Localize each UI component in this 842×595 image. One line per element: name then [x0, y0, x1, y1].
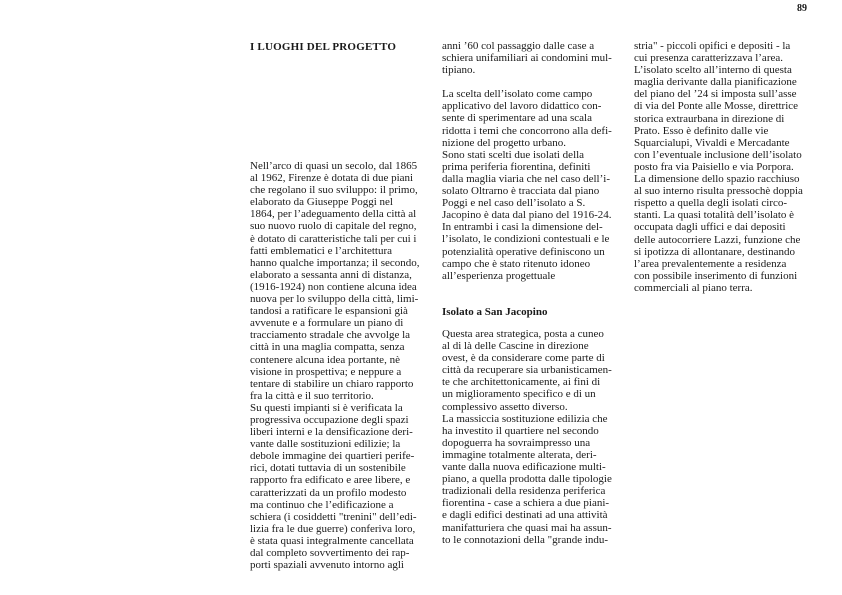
text-line: In entrambi i casi la dimensione del-	[442, 221, 603, 234]
section-heading: I LUOGHI DEL PROGETTO	[250, 41, 397, 53]
paragraph	[442, 149, 612, 282]
text-line: schiera (i cosiddetti "trenini" dell’edi-	[250, 510, 417, 523]
text-column-1	[250, 160, 418, 571]
text-line: manifatturiera che quasi mai ha assun-	[442, 521, 612, 534]
text-line: contenere alcuna idea portante, nè	[250, 353, 400, 366]
text-line: all’esperienza progettuale	[442, 269, 556, 282]
text-line: immagine totalmente alterata, deri-	[442, 448, 597, 461]
text-line: elaborato a sessanta anni di distanza,	[250, 268, 412, 281]
text-line: nizione del progetto urbano.	[442, 136, 567, 149]
text-line: L’isolato scelto all’interno di questa	[634, 64, 792, 77]
text-line: to le connotazioni della "grande indu-	[442, 533, 609, 546]
text-line: tradizionali della residenza periferica	[442, 485, 606, 498]
text-line: Sono stati scelti due isolati della	[442, 148, 585, 161]
text-line: tentare di stabilire un chiaro rapporto	[250, 377, 414, 390]
text-line: dal completo sovvertimento dei rap-	[250, 547, 410, 559]
text-line: 1864, per l’adeguamento della città al	[250, 208, 417, 221]
text-line: al 1962, Firenze è dotata di due piani	[250, 172, 414, 185]
text-line: è stata quasi integralmente cancellata	[250, 534, 414, 547]
text-line: dalla maglia viaria che nel caso dell’i-	[442, 172, 610, 185]
text-line: sente di sperimentare ad una scala	[442, 112, 592, 125]
text-line: l’isolato, le condizioni contestuali e le	[442, 233, 610, 246]
paragraph	[634, 64, 802, 173]
text-line: Su questi impianti si è verificata la	[250, 401, 403, 414]
text-line: tipiano.	[442, 64, 476, 77]
text-line: La scelta dell’isolato come campo	[442, 88, 593, 101]
text-line: si ipotizza di allontanare, destinando	[634, 245, 795, 258]
text-line: tracciamento stradale che avvolge la	[250, 329, 411, 342]
text-line: rapporto fra edificato e aree libere, e	[250, 474, 411, 487]
text-line: delle autocorriere Lazzi, funzione che	[634, 233, 801, 246]
text-line: fatti emblematici e l’architettura	[250, 244, 393, 257]
paragraph	[250, 402, 418, 571]
text-line: liberi interni e la densificazione deri-	[250, 426, 413, 439]
page-number: 89	[797, 3, 807, 14]
text-line: lizia fra le due guerre) conferiva loro,	[250, 522, 416, 535]
text-line: te che architettonicamente, ai fini di	[442, 376, 601, 389]
text-line: con l’eventuale inclusione dell’isolato	[634, 148, 802, 161]
paragraph	[442, 328, 612, 413]
text-line: ridotta i temi che concorrono alla defi-	[442, 124, 612, 137]
text-line: Prato. Esso è definito dalle vie	[634, 124, 769, 137]
text-line: commerciali al piano terra.	[634, 281, 753, 294]
text-line: fra la città e il suo territorio.	[250, 389, 374, 402]
text-line: rici, dotati tuttavia di un sostenibile	[250, 462, 406, 475]
text-line: l’area prevalentemente a residenza	[634, 257, 787, 270]
text-line: ha investito il quartiere nel secondo	[442, 424, 599, 437]
text-line: ovest, è da considerare come parte di	[442, 352, 605, 365]
paragraph	[442, 40, 612, 76]
text-line: e dagli edifici destinati ad una attività	[442, 509, 608, 522]
text-line: anni ’60 col passaggio dalle case a	[442, 40, 595, 52]
text-line: applicativo del lavoro didattico con-	[442, 100, 602, 113]
paragraph-gap	[442, 76, 612, 88]
text-line: potenzialità operative definiscono un	[442, 245, 605, 258]
paragraph	[634, 40, 802, 64]
text-line: con possibile inserimento di funzioni	[634, 269, 798, 282]
text-line: città da recuperare sia urbanisticamen-	[442, 364, 612, 377]
text-line: debole immagine dei quartieri perife-	[250, 450, 415, 463]
text-line: visione in prospettiva; e neppure a	[250, 365, 402, 378]
text-line: ma continuo che l’edificazione a	[250, 498, 394, 511]
text-line: Nell’arco di quasi un secolo, dal 1865	[250, 160, 418, 172]
text-line: (1916-1924) non contiene alcuna idea	[250, 280, 417, 293]
paragraph	[250, 160, 418, 402]
text-line: un miglioramento specifico e di un	[442, 388, 596, 401]
text-line: Jacopino è data dal piano del 1916-24.	[442, 209, 612, 222]
text-line: stanti. La quasi totalità dell’isolato è	[634, 209, 795, 222]
text-line: prima periferia fiorentina, definiti	[442, 160, 591, 173]
text-line: rispetto a quella degli isolati circo-	[634, 197, 788, 210]
text-line: solato Oltrarno è tracciata dal piano	[442, 185, 600, 198]
text-line: città in una maglia compatta, senza	[250, 341, 405, 354]
text-line: complessivo assetto diverso.	[442, 400, 568, 413]
paragraph	[634, 173, 802, 294]
subheading: Isolato a San Jacopino	[442, 306, 548, 318]
text-line: maglia derivante dalla pianificazione	[634, 76, 797, 89]
text-line: tandosi a ratificare le espansioni già	[250, 305, 408, 318]
text-line: Questa area strategica, posta a cuneo	[442, 328, 604, 340]
text-line: Squarcialupi, Vivaldi e Mercadante	[634, 136, 790, 149]
paragraph	[442, 413, 612, 546]
paragraph	[442, 88, 612, 148]
text-line: La massiccia sostituzione edilizia che	[442, 412, 608, 425]
text-line: stria" - piccoli opifici e depositi - la	[634, 40, 791, 52]
text-line: fiorentina - case a schiera a due piani-	[442, 497, 610, 510]
text-line: avvenute e a formulare un piano di	[250, 317, 404, 330]
text-line: elaborato da Giuseppe Poggi nel	[250, 196, 393, 209]
text-line: La dimensione dello spazio racchiuso	[634, 173, 800, 186]
text-line: vante dalle sostituzioni edilizie; la	[250, 438, 401, 451]
text-line: vante dalla nuova edificazione multi-	[442, 461, 606, 474]
text-line: che regolano il suo sviluppo: il primo,	[250, 184, 418, 197]
text-line: posto fra via Paisiello e via Porpora.	[634, 160, 794, 173]
text-line: occupata dagli uffici e dai depositi	[634, 221, 786, 234]
text-line: cui presenza caratterizzava l’area.	[634, 52, 783, 65]
text-line: è dotato di caratteristiche tali per cui i	[250, 232, 417, 245]
text-line: del piano del ’24 si imposta sull’asse	[634, 88, 797, 101]
text-line: hanno qualche importanza; il secondo,	[250, 256, 420, 269]
text-line: caratterizzati da un profilo modesto	[250, 486, 407, 499]
text-column-2	[442, 40, 612, 282]
text-line: schiera unifamiliari ai condomini mul-	[442, 52, 612, 65]
text-line: al suo interno risulta pressochè doppia	[634, 185, 803, 198]
text-line: nuova per lo sviluppo della città, limi-	[250, 293, 419, 306]
text-column-2-lower	[442, 328, 612, 546]
text-line: al di là delle Cascine in direzione	[442, 340, 589, 353]
text-line: suo nuovo ruolo di capitale del regno,	[250, 220, 417, 233]
text-line: di via del Ponte alle Mosse, direttrice	[634, 100, 799, 113]
text-line: campo che è stato ritenuto idoneo	[442, 257, 591, 270]
text-line: progressiva occupazione degli spazi	[250, 413, 409, 426]
text-column-3	[634, 40, 802, 294]
text-line: porti spaziali avvenuto intorno agli	[250, 559, 404, 572]
text-line: Poggi e nel caso dell’isolato a S.	[442, 197, 586, 210]
text-line: storica extraurbana in direzione di	[634, 112, 785, 125]
text-line: dopoguerra ha sovraimpresso una	[442, 436, 591, 449]
text-line: piano, a quella prodotta dalle tipologie	[442, 473, 612, 486]
